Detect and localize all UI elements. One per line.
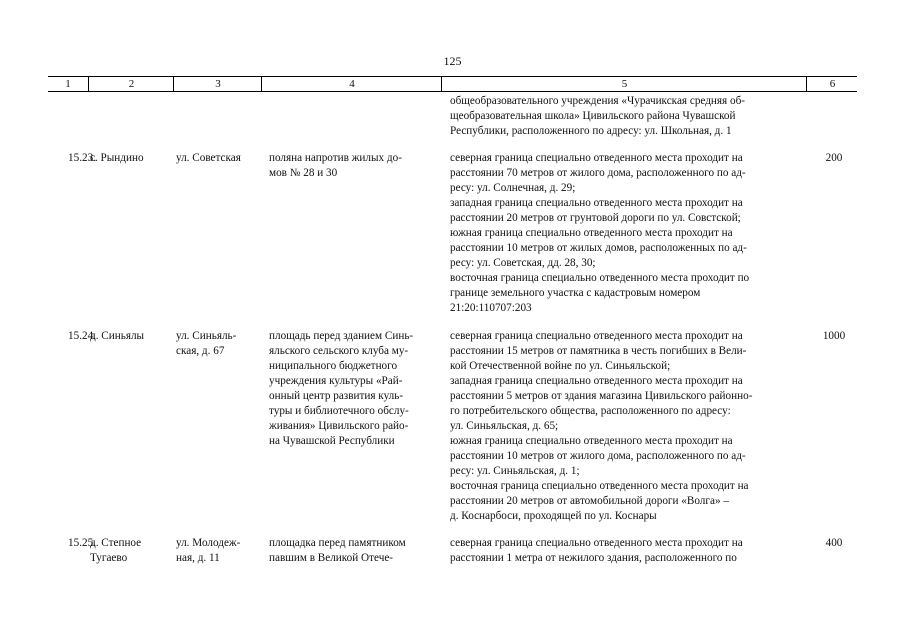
row-number: 15.25.	[68, 537, 96, 549]
continuation-text	[450, 94, 802, 139]
header-col-1: 1	[65, 78, 71, 90]
address: ул. Советская	[176, 152, 241, 164]
header-col-4: 4	[261, 77, 442, 91]
header-col-5: 5	[441, 77, 807, 91]
table-header	[48, 76, 857, 92]
place-description: площадка перед памятником павшим в Великой Отече-	[269, 537, 406, 564]
settlement: д. Синьялы	[90, 330, 145, 342]
row-number: 15.23.	[68, 152, 96, 164]
row-number: 15.24.	[68, 330, 96, 342]
text-line: общеобразовательного учреждения «Чурачикская средняя об-	[450, 95, 746, 107]
text-line: щеобразовательная школа» Цивильского района Чувашской	[450, 110, 736, 122]
capacity: 1000	[822, 330, 846, 342]
text-line: Республики, расположенного по адресу: ул. Школьная, д. 1	[450, 125, 732, 137]
header-col-3: 3	[173, 77, 262, 91]
header-col-2: 2	[88, 77, 174, 91]
settlement: д. Степное Тугаево	[90, 537, 142, 564]
capacity: 400	[825, 537, 843, 549]
boundaries-description: северная граница специально отведенного места проходит на расстоянии 70 метров от жилого дома, расположенного по ад- ресу: ул. Солнечная, д. 29; западная граница специально отведенного места проходит на расстоянии 20 метров от грунтовой дороги по ул. Совстской; южная граница специально отведенного места проходит на расстоянии 10 метров от жилых домов, расположенных по ад- ресу: ул. Советская, дд. 28, 30; восточная граница специально отведенного места проходит по границе земельного участка с кадастровым номером 21:20:110707:203	[450, 152, 750, 314]
place-description: площадь перед зданием Синь- яльского сельского клуба му- ниципального бюджетного учреждения культуры «Рай- онный центр развития куль- туры и библиотечного обслу- живания» Цивильского райо- на Чувашской Республики	[269, 330, 414, 447]
header-col-6: 6	[806, 77, 858, 91]
place-description: поляна напротив жилых до- мов № 28 и 30	[269, 152, 402, 179]
boundaries-description: северная граница специально отведенного места проходит на расстоянии 1 метра от нежилого здания, расположенного по	[450, 537, 743, 564]
capacity: 200	[825, 152, 843, 164]
address: ул. Синьяль- ская, д. 67	[176, 330, 237, 357]
settlement: с. Рындино	[90, 152, 144, 164]
address: ул. Молодеж- ная, д. 11	[176, 537, 241, 564]
page-number: 125	[443, 54, 462, 68]
boundaries-description: северная граница специально отведенного места проходит на расстоянии 15 метров от памятника в честь погибших в Вели- кой Отечественной войне по ул. Синьяльской; западная граница специально отведенного места проходит на расстоянии 5 метров от здания магазина Цивильского районно- го потребительского общества, расположенного по адресу: ул. Синьяльская, д. 65; южная граница специально отведенного места проходит на расстоянии 10 метров от жилого дома, расположенного по ад- ресу: ул. Синьяльская, д. 1; восточная граница специально отведенного места проходит на расстоянии 20 метров от автомобильной дороги «Волга» – д. Коснарбоси, проходящей по ул. Коснары	[450, 330, 753, 522]
